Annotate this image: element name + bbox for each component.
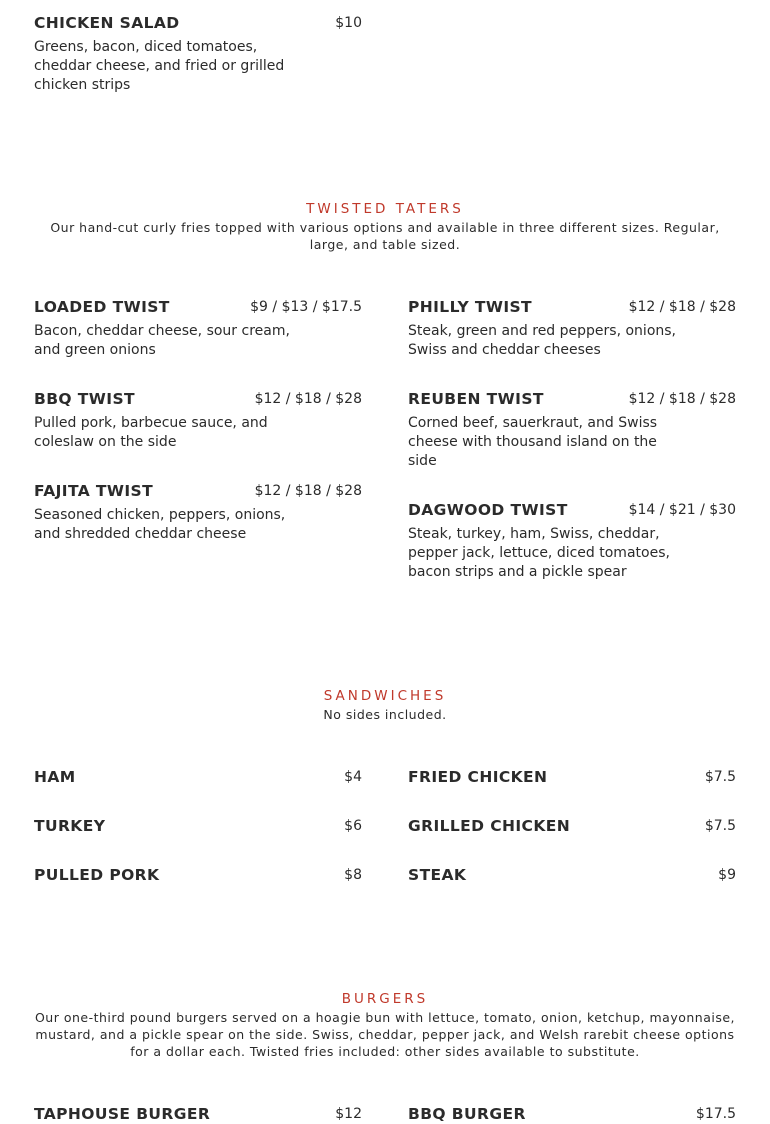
item-name: CHICKEN SALAD	[34, 14, 180, 32]
item-description: Greens, bacon, diced tomatoes, cheddar cheese, and fried or grilled chicken strips	[34, 39, 285, 93]
item-price: $7.5	[704, 769, 736, 785]
item-price: $17.5	[695, 1106, 736, 1122]
item-price: $12 / $18 / $28	[254, 391, 362, 407]
item-price: $12 / $18 / $28	[628, 391, 736, 407]
item-price: $12 / $18 / $28	[254, 483, 362, 499]
item-name: TAPHOUSE BURGER	[34, 1105, 211, 1123]
item-description: Steak, turkey, ham, Swiss, cheddar, pepper jack, lettuce, diced tomatoes, bacon strips and a pickle spear	[408, 526, 670, 580]
item-price: $4	[344, 769, 362, 785]
item-name: BBQ BURGER	[408, 1105, 526, 1123]
item-name: REUBEN TWIST	[408, 390, 544, 408]
item-price: $8	[344, 867, 362, 883]
item-name: BBQ TWIST	[34, 390, 135, 408]
item-price: $7.5	[704, 818, 736, 834]
item-description: Seasoned chicken, peppers, onions, and shredded cheddar cheese	[34, 507, 286, 542]
item-description: Corned beef, sauerkraut, and Swiss cheese with thousand island on the side	[408, 415, 658, 469]
item-name: PHILLY TWIST	[408, 298, 533, 316]
section-subtitle: Our one-third pound burgers served on a hoagie bun with lettuce, tomato, onion, ketchup, mayonnaise, mustard, and a pickle spear on the side. Swiss, cheddar, pepper jack, and Welsh rarebit cheese options for a dollar each. Twisted fries included: other sides available to substitute.	[34, 1010, 736, 1059]
item-price: $9	[718, 867, 736, 883]
section-subtitle: Our hand-cut curly fries topped with various options and available in three different sizes. Regular, large, and table sized.	[50, 220, 720, 252]
item-name: PULLED PORK	[34, 866, 160, 884]
item-name: LOADED TWIST	[34, 298, 170, 316]
item-description: Pulled pork, barbecue sauce, and coleslaw on the side	[34, 415, 268, 450]
item-price: $14 / $21 / $30	[628, 502, 736, 518]
item-price: $12	[335, 1106, 362, 1122]
section-title: TWISTED TATERS	[306, 201, 464, 217]
item-description: Bacon, cheddar cheese, sour cream, and green onions	[34, 323, 290, 358]
section-subtitle: No sides included.	[323, 707, 447, 722]
item-description: Steak, green and red peppers, onions, Swiss and cheddar cheeses	[408, 323, 676, 358]
item-name: HAM	[34, 768, 76, 786]
item-name: GRILLED CHICKEN	[408, 817, 571, 835]
item-name: DAGWOOD TWIST	[408, 501, 568, 519]
item-name: TURKEY	[34, 817, 106, 835]
section-title: SANDWICHES	[323, 688, 447, 704]
section-title: BURGERS	[341, 991, 429, 1007]
item-price: $9 / $13 / $17.5	[250, 299, 362, 315]
item-name: STEAK	[408, 866, 467, 884]
item-name: FRIED CHICKEN	[408, 768, 548, 786]
item-price: $6	[344, 818, 362, 834]
item-name: FAJITA TWIST	[34, 482, 154, 500]
item-price: $10	[335, 15, 362, 31]
item-price: $12 / $18 / $28	[628, 299, 736, 315]
